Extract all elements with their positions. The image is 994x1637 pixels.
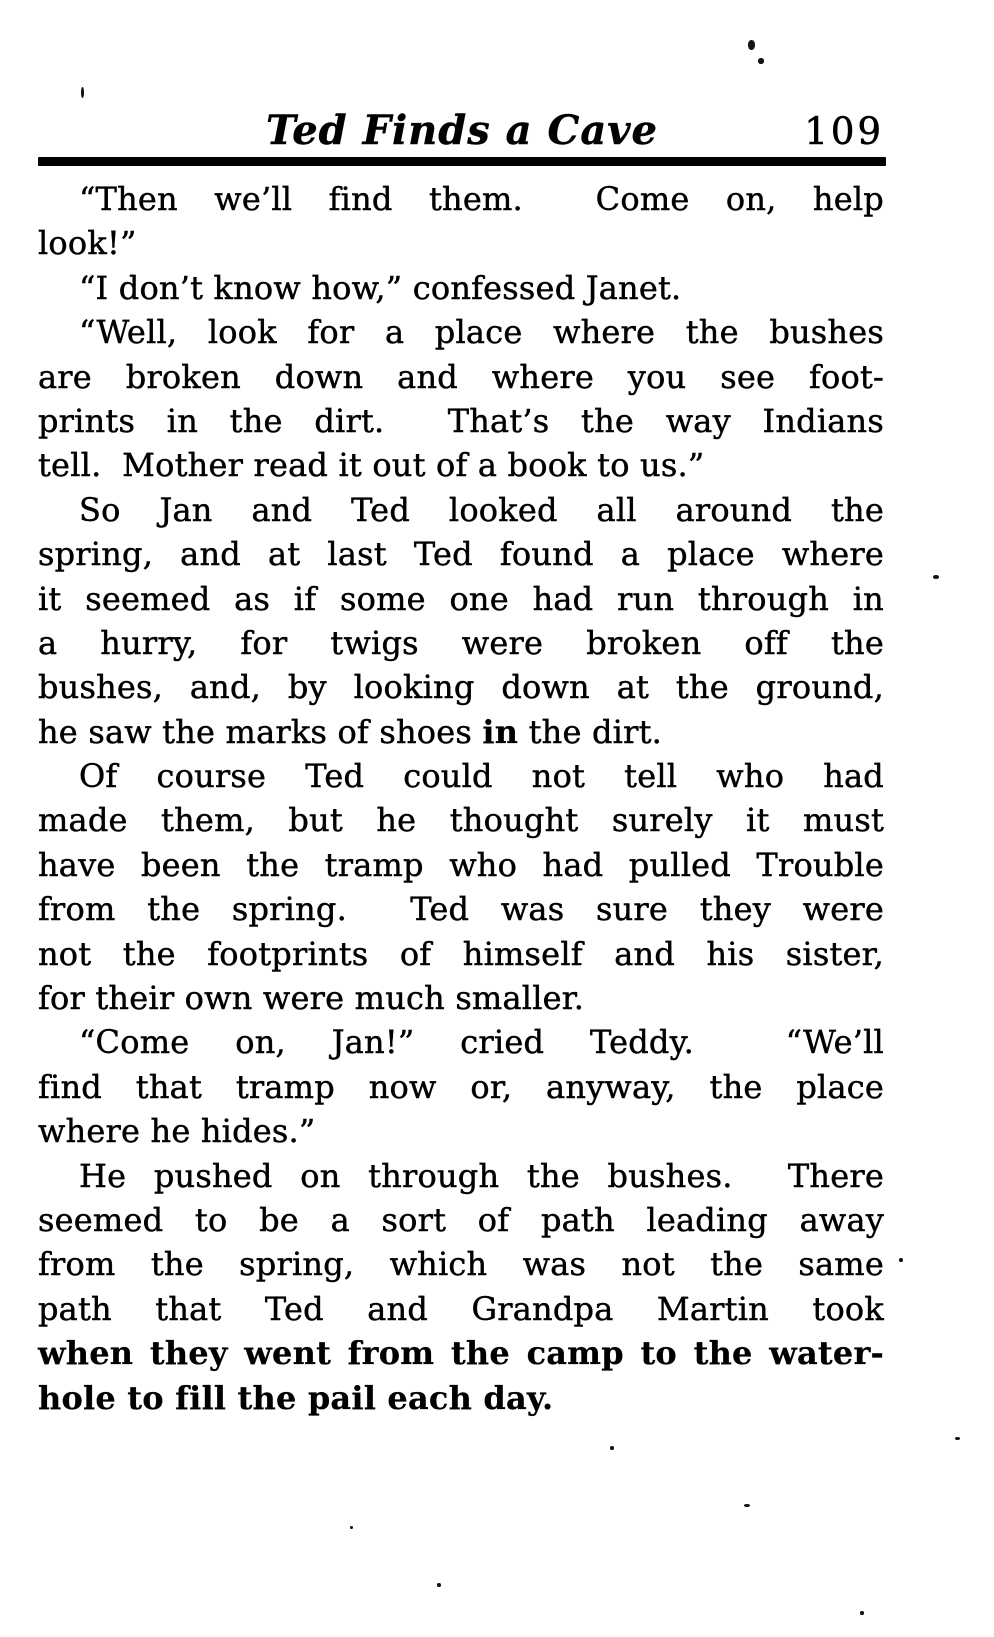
page-number: 109 — [804, 110, 884, 153]
scan-speck — [899, 1258, 903, 1262]
scan-speck — [437, 1583, 441, 1587]
text-line: prints in the dirt. That’s the way Indians — [38, 401, 884, 440]
paragraph — [38, 754, 884, 1020]
text-line: bushes, and, by looking down at the ground, — [38, 668, 884, 707]
text-line: a hurry, for twigs were broken off the — [38, 623, 884, 662]
text-line: he saw the marks of shoes in the dirt. — [38, 712, 662, 751]
scan-speck — [748, 40, 755, 50]
text-line: from the spring, which was not the same — [38, 1245, 884, 1284]
text-line: tell. Mother read it out of a book to us.” — [38, 446, 705, 485]
scan-speck — [758, 58, 764, 64]
text-line: “Then we’ll find them. Come on, help — [79, 180, 884, 218]
text-line: where he hides.” — [38, 1112, 316, 1151]
text-line: for their own were much smaller. — [38, 979, 585, 1018]
text-line: have been the tramp who had pulled Trouble — [38, 845, 884, 884]
scan-speck — [860, 1611, 864, 1615]
text-line: So Jan and Ted looked all around the — [79, 490, 884, 529]
paragraph — [38, 266, 884, 310]
running-head — [38, 108, 886, 154]
paragraph — [38, 1154, 884, 1420]
text-line: Of course Ted could not tell who had — [79, 757, 884, 796]
text-line: when they went from the camp to the water- — [38, 1334, 884, 1373]
scan-speck — [955, 1437, 960, 1440]
paragraph — [38, 1020, 884, 1153]
scan-speck — [610, 1446, 614, 1450]
text-block — [38, 177, 884, 1420]
text-line: hole to fill the pail each day. — [38, 1378, 554, 1417]
scan-speck — [933, 575, 939, 579]
page-title: Ted Finds a Cave — [266, 107, 658, 154]
text-line: spring, and at last Ted found a place where — [38, 535, 884, 574]
text-line: from the spring. Ted was sure they were — [38, 890, 884, 929]
scan-speck — [81, 87, 84, 98]
text-line: He pushed on through the bushes. There — [79, 1156, 884, 1195]
text-line: “Come on, Jan!” cried Teddy. “We’ll — [79, 1023, 884, 1062]
scan-speck — [744, 1504, 750, 1507]
paragraph — [38, 177, 884, 266]
text-line: look!” — [38, 224, 137, 263]
text-line: “I don’t know how,” confessed Janet. — [79, 268, 682, 307]
text-line: “Well, look for a place where the bushes — [79, 313, 884, 352]
text-line: it seemed as if some one had run through in — [38, 579, 884, 618]
text-line: are broken down and where you see foot- — [38, 357, 884, 396]
scan-speck — [350, 1526, 353, 1529]
text-line: not the footprints of himself and his sister, — [38, 934, 884, 973]
text-line: find that tramp now or, anyway, the place — [38, 1067, 884, 1106]
paragraph — [38, 310, 884, 488]
text-line: path that Ted and Grandpa Martin took — [38, 1289, 884, 1328]
paragraph — [38, 488, 884, 754]
text-line: made them, but he thought surely it must — [38, 801, 884, 840]
header-rule — [38, 157, 886, 166]
text-line: seemed to be a sort of path leading away — [38, 1200, 884, 1239]
